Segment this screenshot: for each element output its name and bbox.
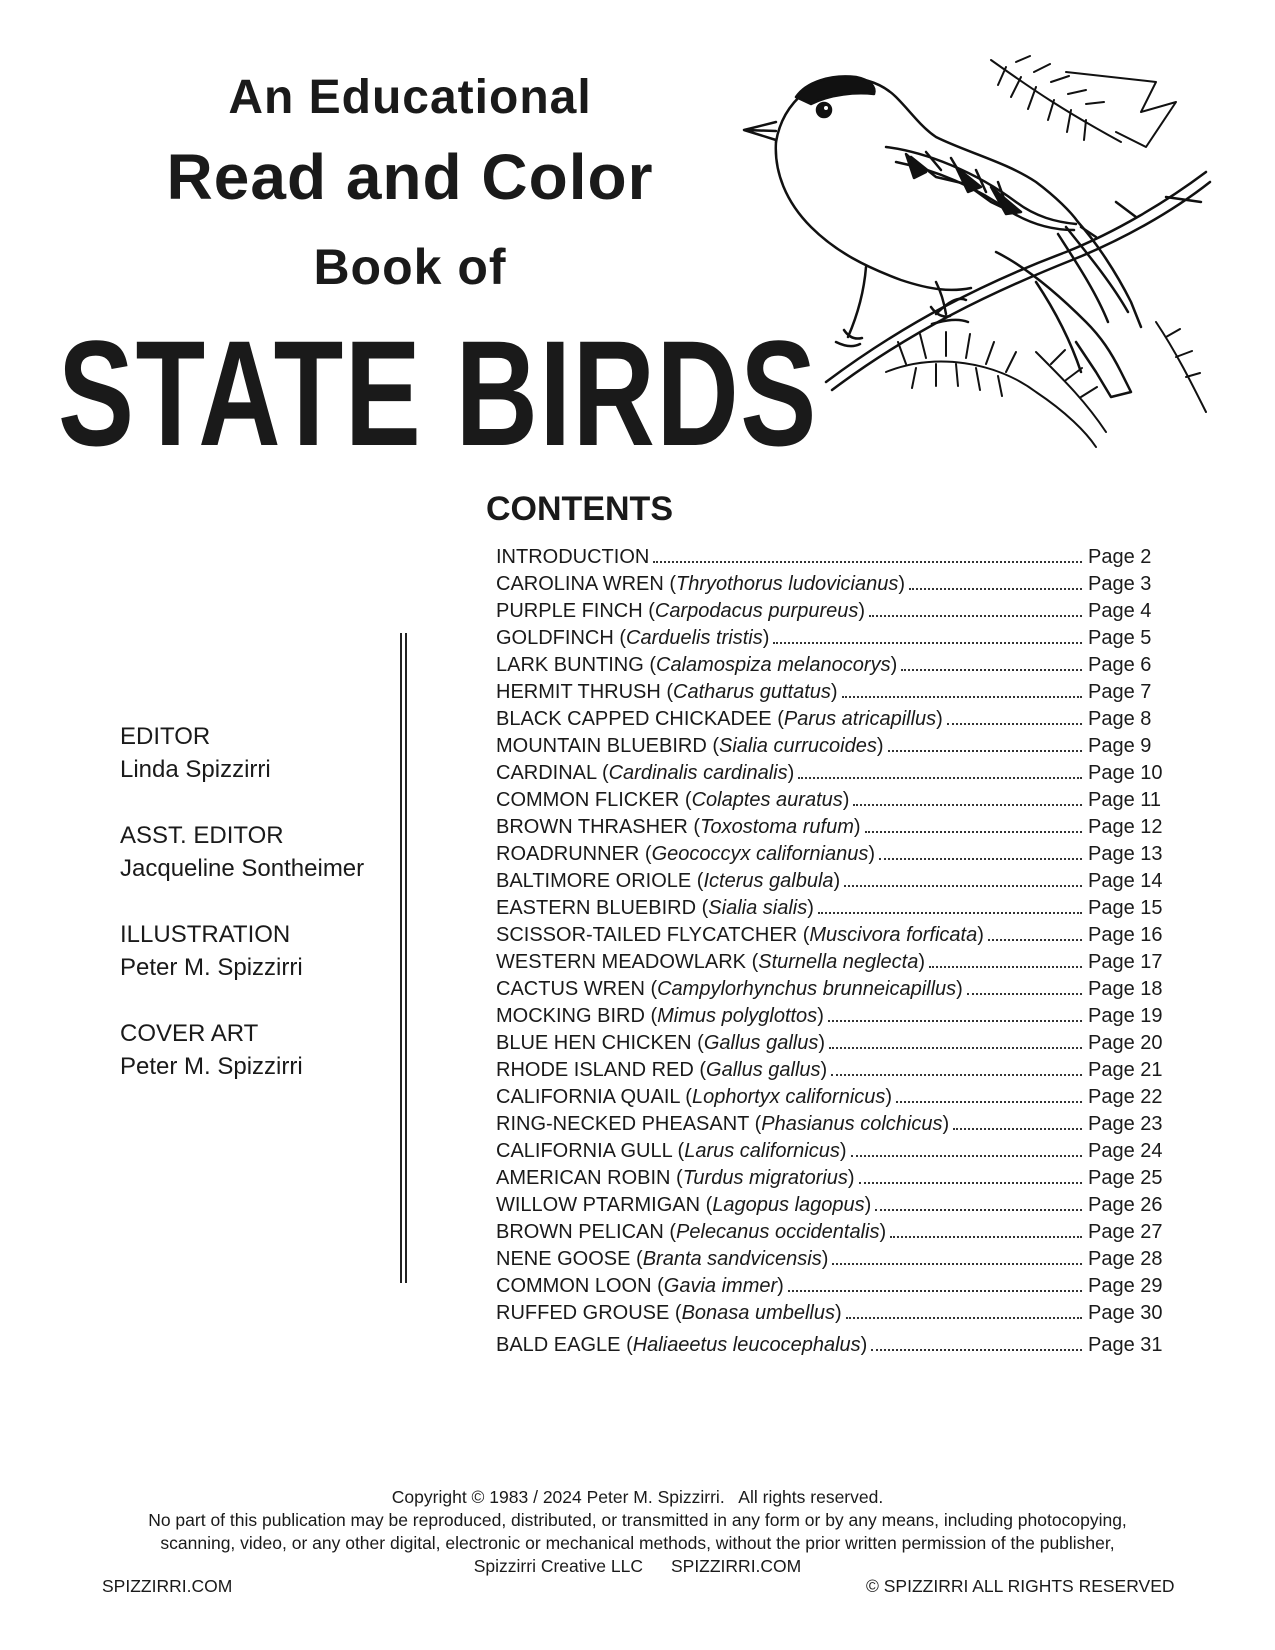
paren-close: )	[842, 789, 850, 811]
bird-body	[744, 76, 1141, 397]
contents-item	[496, 708, 1176, 735]
scientific-name: Lagopus lagopus	[712, 1194, 865, 1216]
bird-name: SCISSOR-TAILED FLYCATCHER	[496, 924, 798, 946]
publisher-line	[0, 1555, 1275, 1578]
paren-open: (	[691, 1032, 704, 1054]
paren-close: )	[839, 1140, 847, 1162]
paren-close: )	[936, 708, 943, 730]
contents-item	[496, 1113, 1176, 1140]
bird-name: RHODE ISLAND RED	[496, 1059, 694, 1081]
contents-item-title	[496, 897, 814, 920]
page-number: Page 3	[1088, 573, 1152, 595]
footer-left-website: SPIZZIRRI.COM	[102, 1576, 233, 1596]
paren-open: (	[671, 1140, 685, 1162]
dot-leader	[829, 1047, 1082, 1049]
page-number: Page 23	[1088, 1113, 1163, 1135]
paren-close: )	[821, 1248, 829, 1270]
bird-name: CALIFORNIA GULL	[496, 1140, 672, 1162]
bird-name: WILLOW PTARMIGAN	[496, 1194, 701, 1216]
dot-leader	[953, 1128, 1082, 1130]
scientific-name: Sialia currucoides	[718, 735, 877, 757]
contents-item	[496, 1334, 1176, 1361]
dot-leader	[846, 1317, 1082, 1319]
page-number: Page 9	[1088, 735, 1152, 757]
contents-item-title	[496, 1221, 886, 1244]
paren-open: (	[669, 1302, 682, 1324]
dot-leader	[896, 1101, 1082, 1103]
title-line-2: Read and Color	[166, 141, 654, 213]
contents-item-title	[496, 978, 963, 1001]
page-number: Page 5	[1088, 627, 1152, 649]
paren-open: (	[706, 735, 719, 757]
page-number: Page 29	[1088, 1275, 1163, 1297]
page-number: Page 26	[1088, 1194, 1163, 1216]
paren-open: (	[693, 1059, 707, 1081]
paren-open: (	[663, 1221, 677, 1243]
contents-item	[496, 1059, 1176, 1086]
paren-open: (	[696, 897, 709, 919]
scientific-name: Carduelis tristis	[626, 627, 763, 649]
scientific-name: Gavia immer	[663, 1275, 778, 1297]
paren-open: (	[670, 1167, 683, 1189]
page-number: Page 8	[1088, 708, 1152, 730]
bird-name: EASTERN BLUEBIRD	[496, 897, 697, 919]
contents-item	[496, 573, 1176, 600]
contents-item	[496, 546, 1176, 573]
contents-item-title	[496, 1059, 827, 1082]
scientific-name: Thryothorus ludovicianus	[676, 573, 899, 595]
contents-item-title	[496, 735, 884, 758]
contents-item	[496, 681, 1176, 708]
bird-name: CALIFORNIA QUAIL	[496, 1086, 680, 1108]
dot-leader	[818, 912, 1082, 914]
paren-close: )	[864, 1194, 872, 1216]
dot-leader	[788, 1290, 1082, 1292]
scientific-name: Phasianus colchicus	[761, 1113, 943, 1135]
book-title: STATE BIRDS	[58, 309, 818, 477]
paren-close: )	[918, 951, 926, 973]
paren-open: (	[749, 1113, 762, 1135]
contents-item-title	[496, 1167, 855, 1190]
paren-open: (	[643, 654, 657, 676]
contents-item-title	[496, 843, 875, 866]
bird-name: PURPLE FINCH	[496, 600, 643, 622]
contents-item-title	[496, 681, 838, 704]
page-number: Page 20	[1088, 1032, 1163, 1054]
scientific-name: Colaptes auratus	[691, 789, 843, 811]
paren-close: )	[853, 816, 861, 838]
contents-list	[496, 546, 1176, 1361]
scientific-name: Carpodacus purpureus	[654, 600, 859, 622]
credit-role: ASST. EDITOR	[120, 822, 284, 849]
bird-name: CACTUS WREN	[496, 978, 645, 1000]
bird-name: BROWN PELICAN	[496, 1221, 664, 1243]
credit-illustration	[120, 918, 400, 984]
contents-item	[496, 1032, 1176, 1059]
contents-item	[496, 951, 1176, 978]
page-number: Page 30	[1088, 1302, 1163, 1324]
scientific-name: Turdus migratorius	[682, 1167, 848, 1189]
page-number: Page 22	[1088, 1086, 1163, 1108]
paren-close: )	[777, 1275, 784, 1297]
contents-item	[496, 600, 1176, 627]
contents-item	[496, 789, 1176, 816]
contents-item-title	[496, 762, 794, 785]
dot-leader	[844, 885, 1082, 887]
credit-asst-editor	[120, 819, 400, 885]
paren-open: (	[596, 762, 609, 784]
bird-name: CARDINAL	[496, 762, 597, 784]
bird-name: BLACK CAPPED CHICKADEE	[496, 708, 772, 730]
scientific-name: Toxostoma rufum	[700, 816, 854, 838]
bird-name: BALTIMORE ORIOLE	[496, 870, 692, 892]
page-number: Page 14	[1088, 870, 1163, 892]
contents-item	[496, 1248, 1176, 1275]
page-number: Page 17	[1088, 951, 1163, 973]
paren-open: (	[651, 1275, 664, 1297]
publisher-website: SPIZZIRRI.COM	[670, 1556, 802, 1576]
contents-item-title	[496, 1140, 847, 1163]
contents-item	[496, 1275, 1176, 1302]
contents-item-title	[496, 627, 769, 650]
bird-name: WESTERN MEADOWLARK	[496, 951, 747, 973]
contents-item	[496, 978, 1176, 1005]
paren-close: )	[818, 1032, 826, 1054]
scientific-name: Gallus gallus	[703, 1032, 819, 1054]
footer-notice	[0, 1486, 1275, 1578]
paren-close: )	[762, 627, 770, 649]
scientific-name: Pelecanus occidentalis	[676, 1221, 880, 1243]
credit-role: ILLUSTRATION	[120, 921, 291, 948]
contents-item-title	[496, 924, 984, 947]
paren-open: (	[679, 789, 692, 811]
paren-close: )	[817, 1005, 824, 1027]
contents-item-title	[496, 708, 943, 731]
paren-close: )	[890, 654, 898, 676]
bird-name: AMERICAN ROBIN	[496, 1167, 671, 1189]
paren-close: )	[942, 1113, 950, 1135]
dot-leader	[828, 1020, 1082, 1022]
paren-open: (	[746, 951, 759, 973]
bird-name: BLUE HEN CHICKEN	[496, 1032, 692, 1054]
page-number: Page 27	[1088, 1221, 1163, 1243]
contents-item	[496, 627, 1176, 654]
page-number: Page 21	[1088, 1059, 1163, 1081]
bird-name: COMMON FLICKER	[496, 789, 680, 811]
dot-leader	[879, 858, 1082, 860]
page-number: Page 12	[1088, 816, 1163, 838]
contents-item	[496, 870, 1176, 897]
dot-leader	[988, 939, 1082, 941]
contents-item-title	[496, 1275, 784, 1298]
dot-leader	[831, 1074, 1082, 1076]
page-number: Page 31	[1088, 1334, 1163, 1356]
contents-item	[496, 816, 1176, 843]
foliage-top	[991, 56, 1176, 147]
contents-item-title	[496, 573, 905, 596]
page-number: Page 13	[1088, 843, 1163, 865]
scientific-name: Campylorhynchus brunneicapillus	[657, 978, 957, 1000]
title-line-1: An Educational	[228, 71, 592, 124]
contents-item-title	[496, 600, 865, 623]
contents-item-title	[496, 654, 897, 677]
page-number: Page 28	[1088, 1248, 1163, 1270]
page-number: Page 10	[1088, 762, 1163, 784]
paren-open: (	[639, 843, 652, 865]
page-number: Page 24	[1088, 1140, 1163, 1162]
bird-name: RING-NECKED PHEASANT	[496, 1113, 750, 1135]
scientific-name: Lophortyx californicus	[691, 1086, 886, 1108]
bird-name: GOLDFINCH	[496, 627, 614, 649]
credits	[120, 720, 400, 1116]
contents-item	[496, 1302, 1176, 1329]
scientific-name: Branta sandvicensis	[642, 1248, 822, 1270]
scientific-name: Sturnella neglecta	[758, 951, 919, 973]
credit-person: Jacqueline Sontheimer	[120, 855, 365, 882]
page-number: Page 18	[1088, 978, 1163, 1000]
contents-item-title	[496, 951, 925, 974]
contents-item	[496, 1167, 1176, 1194]
paren-open: (	[644, 1005, 658, 1027]
scientific-name: Cardinalis cardinalis	[608, 762, 788, 784]
contents-item-title	[496, 1086, 892, 1109]
dot-leader	[832, 1263, 1082, 1265]
notice-line-2: scanning, video, or any other digital, electronic or mechanical methods, without the prior written permission of the publisher,	[160, 1533, 1115, 1553]
bird-name: RUFFED GROUSE	[496, 1302, 670, 1324]
contents-item	[496, 654, 1176, 681]
dot-leader	[888, 750, 1082, 752]
contents-item-title	[496, 1032, 825, 1055]
contents-item	[496, 1005, 1176, 1032]
foliage-bottom	[886, 322, 1206, 447]
paren-close: )	[858, 600, 866, 622]
paren-open: (	[660, 681, 674, 703]
contents-item-title	[496, 1194, 871, 1217]
contents-item-title	[496, 1302, 842, 1325]
paren-open: (	[771, 708, 784, 730]
contents-item	[496, 924, 1176, 951]
scientific-name: Muscivora forficata	[809, 924, 978, 946]
dot-leader	[773, 642, 1082, 644]
bird-name: NENE GOOSE	[496, 1248, 631, 1270]
page-number: Page 25	[1088, 1167, 1163, 1189]
dot-leader	[869, 615, 1082, 617]
contents-item-title	[496, 1005, 824, 1028]
credit-person: Linda Spizzirri	[120, 756, 271, 783]
dot-leader	[853, 804, 1082, 806]
paren-close: )	[977, 924, 984, 946]
page-number: Page 4	[1088, 600, 1152, 622]
bird-name: BALD EAGLE	[496, 1334, 621, 1356]
credit-cover-art	[120, 1017, 400, 1083]
dot-leader	[798, 777, 1082, 779]
contents-item	[496, 1194, 1176, 1221]
dot-leader	[865, 831, 1082, 833]
dot-leader	[859, 1182, 1082, 1184]
paren-open: (	[644, 978, 658, 1000]
bird-name: INTRODUCTION	[496, 546, 650, 568]
dot-leader	[947, 723, 1082, 725]
paren-close: )	[847, 1167, 855, 1189]
copyright-line: Copyright © 1983 / 2024 Peter M. Spizzirri. All rights reserved.	[391, 1487, 884, 1507]
paren-close: )	[830, 681, 838, 703]
paren-open: (	[679, 1086, 692, 1108]
paren-close: )	[833, 870, 841, 892]
contents-item	[496, 843, 1176, 870]
credit-person: Peter M. Spizzirri	[120, 954, 303, 981]
paren-close: )	[879, 1221, 887, 1243]
paren-close: )	[835, 1302, 842, 1324]
paren-open: (	[620, 1334, 633, 1356]
bird-name: MOUNTAIN BLUEBIRD	[496, 735, 707, 757]
credit-role: COVER ART	[120, 1020, 259, 1047]
contents-item-title	[496, 1248, 828, 1271]
contents-item-title	[496, 816, 861, 839]
bird-name: MOCKING BIRD	[496, 1005, 645, 1027]
paren-close: )	[807, 897, 814, 919]
scientific-name: Larus californicus	[684, 1140, 840, 1162]
paren-close: )	[876, 735, 884, 757]
page-number: Page 11	[1088, 789, 1162, 811]
dot-leader	[851, 1155, 1083, 1157]
paren-close: )	[820, 1059, 828, 1081]
dot-leader	[653, 561, 1082, 563]
dot-leader	[967, 993, 1082, 995]
dot-leader	[871, 1349, 1082, 1351]
paren-open: (	[797, 924, 810, 946]
scientific-name: Calamospiza melanocorys	[656, 654, 891, 676]
credit-role: EDITOR	[120, 723, 211, 750]
scientific-name: Gallus gallus	[706, 1059, 821, 1081]
contents-item	[496, 735, 1176, 762]
page-number: Page 16	[1088, 924, 1163, 946]
paren-open: (	[630, 1248, 643, 1270]
paren-close: )	[885, 1086, 893, 1108]
scientific-name: Haliaeetus leucocephalus	[632, 1334, 861, 1356]
bird-name: CAROLINA WREN	[496, 573, 664, 595]
dot-leader	[875, 1209, 1082, 1211]
page-number: Page 6	[1088, 654, 1152, 676]
scientific-name: Geococcyx californianus	[651, 843, 869, 865]
page-number: Page 15	[1088, 897, 1163, 919]
bird-name: BROWN THRASHER	[496, 816, 688, 838]
credit-person: Peter M. Spizzirri	[120, 1053, 303, 1080]
contents-item	[496, 1086, 1176, 1113]
paren-open: (	[663, 573, 677, 595]
bird-on-branch-icon	[736, 52, 1216, 452]
dot-leader	[929, 966, 1082, 968]
dot-leader	[909, 588, 1082, 590]
scientific-name: Parus atricapillus	[783, 708, 937, 730]
bird-name: ROADRUNNER	[496, 843, 640, 865]
bird-name: LARK BUNTING	[496, 654, 644, 676]
contents-item-title	[496, 1113, 949, 1136]
bird-name: HERMIT THRUSH	[496, 681, 661, 703]
page-number: Page 19	[1088, 1005, 1163, 1027]
contents-heading: CONTENTS	[486, 490, 673, 528]
paren-open: (	[613, 627, 627, 649]
title-line-3: Book of	[313, 239, 507, 295]
page-number: Page 7	[1088, 681, 1152, 703]
paren-close: )	[868, 843, 876, 865]
contents-item	[496, 762, 1176, 789]
vertical-divider	[400, 633, 407, 1283]
paren-close: )	[956, 978, 963, 1000]
publisher-name: Spizzirri Creative LLC	[473, 1556, 643, 1576]
contents-item-title	[496, 546, 649, 569]
contents-item-title	[496, 1334, 867, 1357]
contents-item-title	[496, 870, 840, 893]
page-number: Page 2	[1088, 546, 1152, 568]
paren-close: )	[898, 573, 906, 595]
paren-open: (	[691, 870, 704, 892]
scientific-name: Icterus galbula	[703, 870, 834, 892]
paren-open: (	[642, 600, 655, 622]
paren-close: )	[787, 762, 795, 784]
dot-leader	[901, 669, 1082, 671]
scientific-name: Sialia sialis	[708, 897, 808, 919]
contents-item-title	[496, 789, 849, 812]
contents-item	[496, 897, 1176, 924]
contents-item	[496, 1221, 1176, 1248]
contents-item	[496, 1140, 1176, 1167]
paren-close: )	[860, 1334, 868, 1356]
paren-open: (	[700, 1194, 713, 1216]
bird-name: COMMON LOON	[496, 1275, 652, 1297]
scientific-name: Mimus polyglottos	[657, 1005, 818, 1027]
scientific-name: Catharus guttatus	[673, 681, 831, 703]
footer-rights: © SPIZZIRRI ALL RIGHTS RESERVED	[866, 1576, 1175, 1596]
dot-leader	[842, 696, 1082, 698]
dot-leader	[890, 1236, 1082, 1238]
credit-editor	[120, 720, 400, 786]
scientific-name: Bonasa umbellus	[681, 1302, 835, 1324]
paren-open: (	[687, 816, 701, 838]
notice-line-1: No part of this publication may be reproduced, distributed, or transmitted in any form or by any means, including photocopying,	[148, 1510, 1127, 1530]
